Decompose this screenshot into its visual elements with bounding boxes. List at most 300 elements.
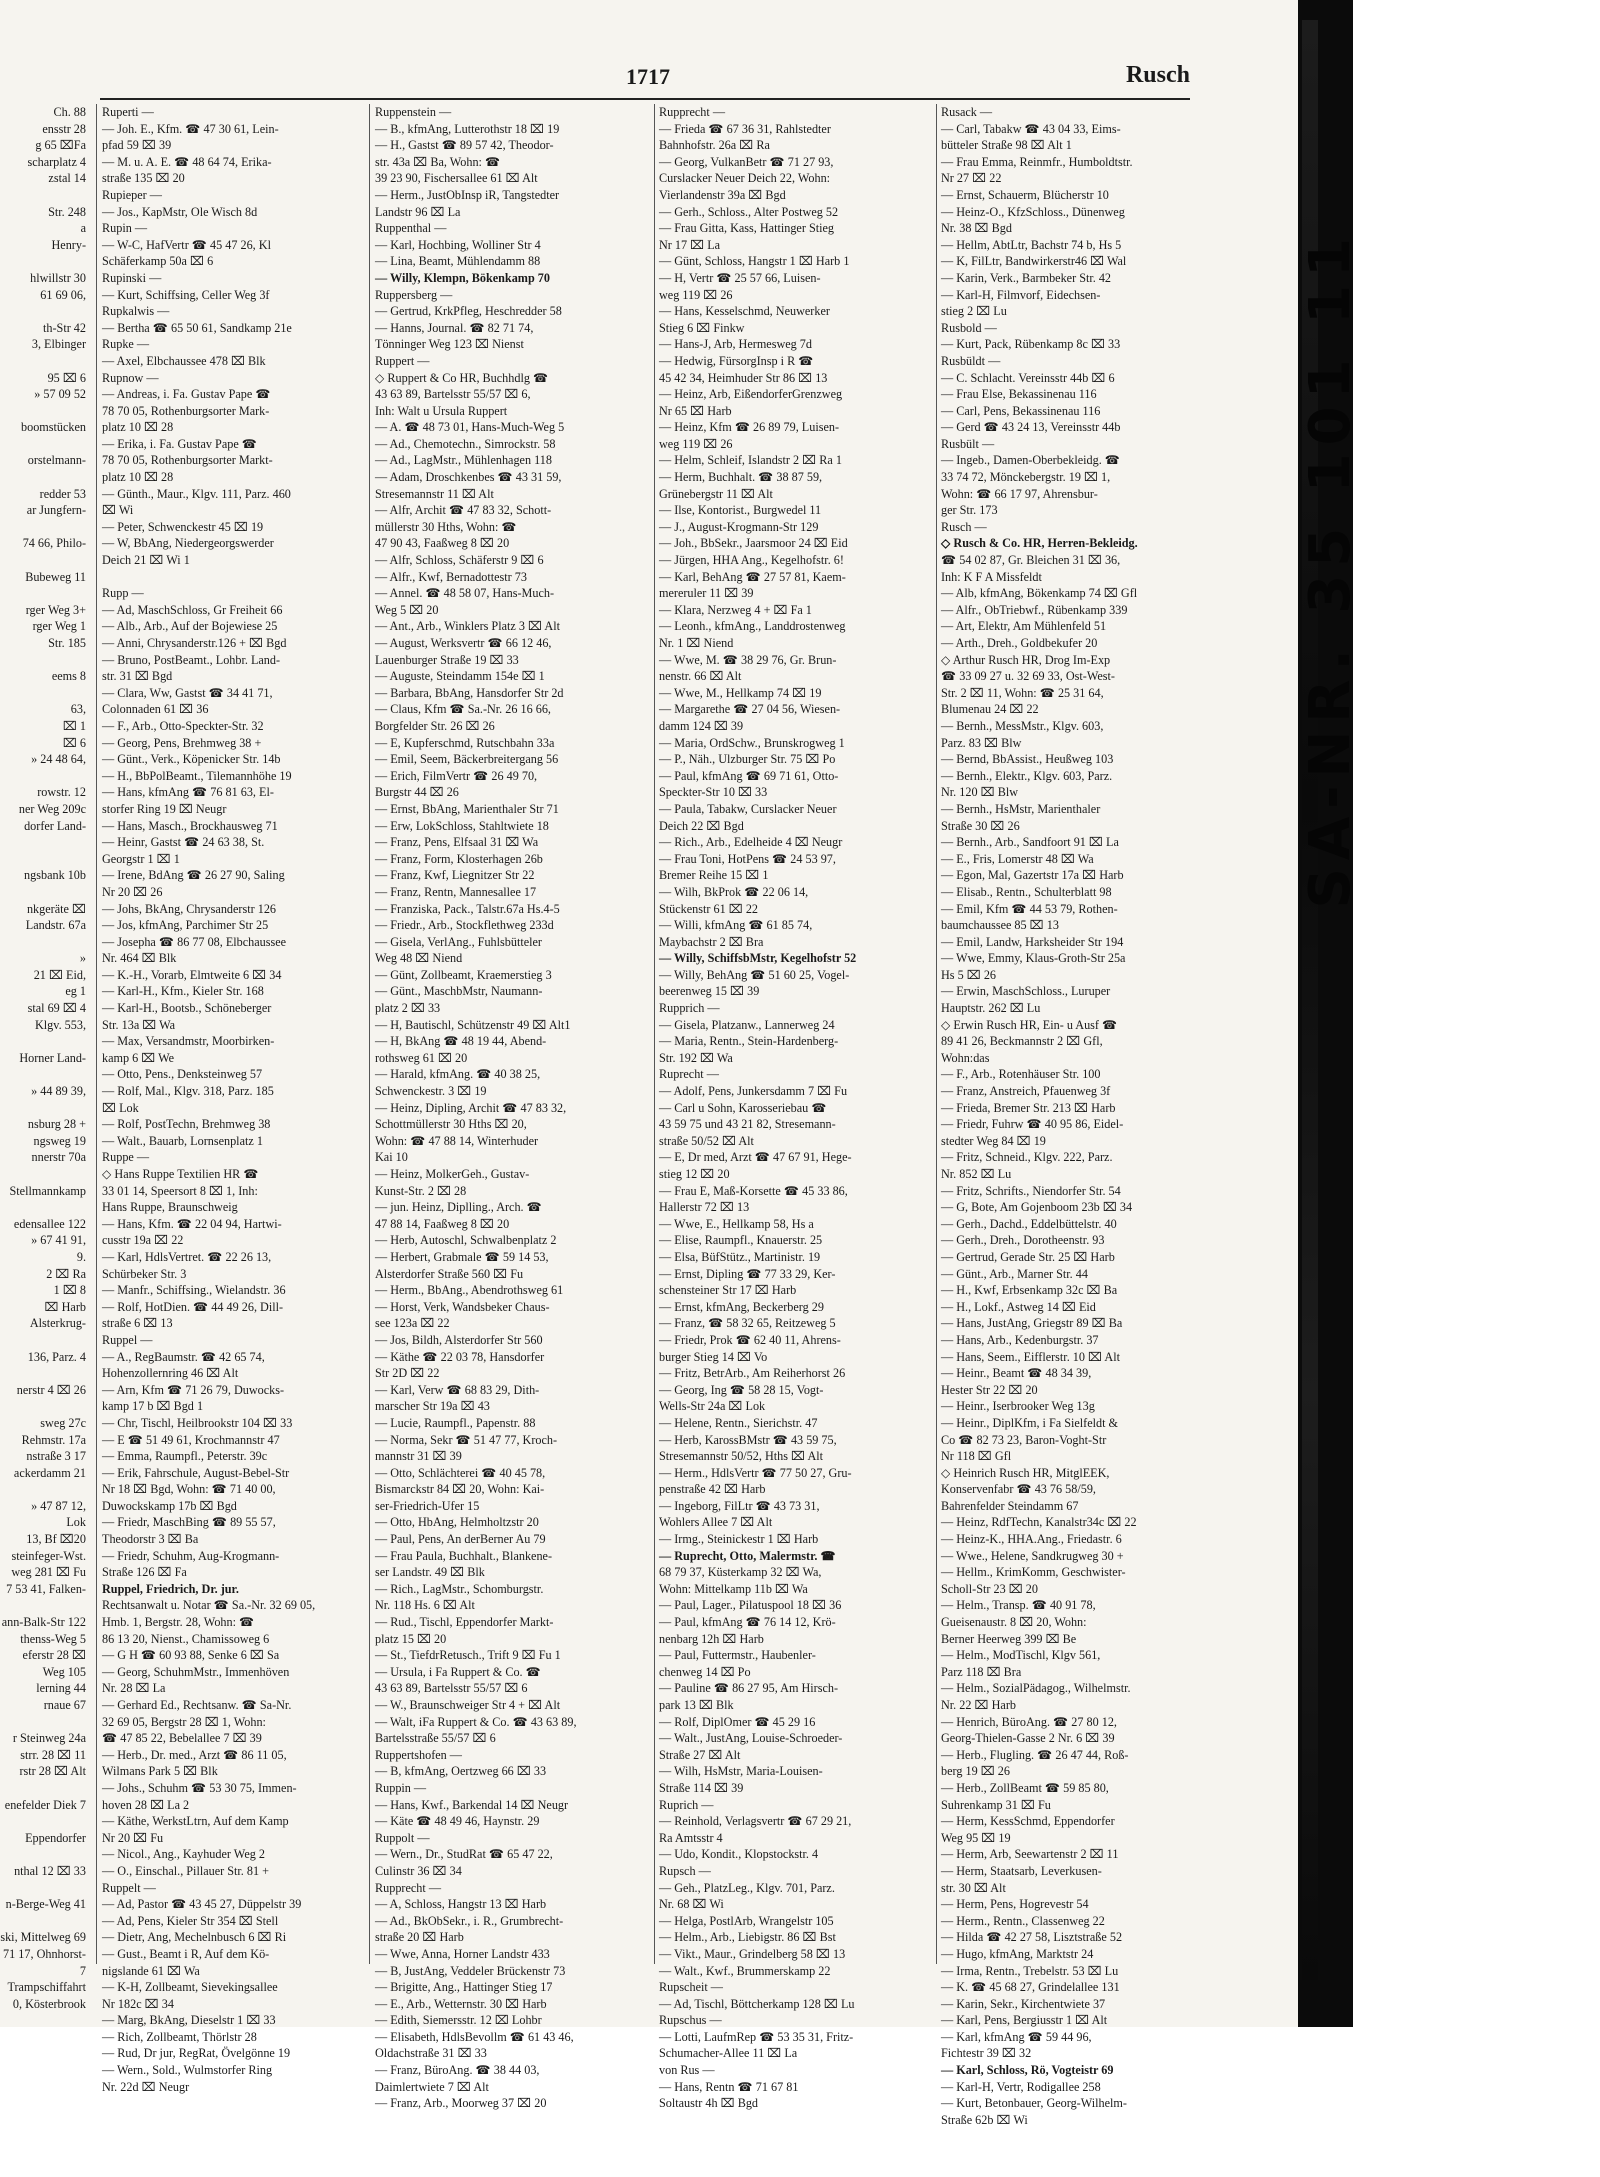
- directory-line: stedter Weg 84 ⌧ 19: [941, 1133, 1046, 1148]
- directory-line: Rusbold —: [941, 320, 997, 335]
- directory-line: Rupprecht —: [375, 1880, 442, 1895]
- directory-line: — Karl, Pens, Bergiusstr 1 ⌧ Alt: [941, 2013, 1108, 2028]
- directory-line: — Egon, Mal, Gazertstr 17a ⌧ Harb: [941, 868, 1124, 883]
- directory-line: — Friedr, Fuhrw ☎ 40 95 86, Eidel-: [941, 1117, 1124, 1132]
- directory-line: — Emil, Landw, Harksheider Str 194: [941, 934, 1124, 949]
- directory-line: [0, 1780, 90, 1797]
- directory-line: [0, 685, 90, 702]
- column-left-fragment: [0, 104, 90, 2011]
- directory-line: 61 69 06,: [40, 287, 86, 302]
- directory-line: — Lucie, Raumpfl., Papenstr. 88: [375, 1415, 536, 1430]
- directory-line: Str 2D ⌧ 22: [375, 1366, 440, 1381]
- directory-line: Ruprich —: [659, 1797, 714, 1812]
- directory-line: — Günt, Zollbeamt, Kraemerstieg 3: [375, 967, 552, 982]
- directory-line: — Udo, Kondit., Klopstockstr. 4: [659, 1847, 819, 1862]
- directory-line: Bahnhofstr. 26a ⌧ Ra: [659, 138, 770, 153]
- directory-line: — Wwe, Emmy, Klaus-Groth-Str 25a: [941, 951, 1126, 966]
- directory-line: — Bernh., MessMstr., Klgv. 603,: [941, 718, 1104, 733]
- directory-line: — Wwe., Helene, Sandkrugweg 30 +: [941, 1548, 1124, 1563]
- directory-line: — Wern., Dr., StudRat ☎ 65 47 22,: [375, 1847, 553, 1862]
- directory-line: [0, 1398, 90, 1415]
- directory-line: [0, 1813, 90, 1830]
- directory-line: ☎ 33 09 27 u. 32 69 33, Ost-West-: [941, 669, 1115, 684]
- directory-line: — Erik, Fahrschule, August-Bebel-Str: [102, 1465, 290, 1480]
- directory-line: lerning 44: [36, 1681, 86, 1696]
- directory-line: — A., RegBaumstr. ☎ 42 65 74,: [102, 1349, 265, 1364]
- directory-line: weg 281 ⌧ Fu: [11, 1565, 86, 1580]
- directory-line: Tönninger Weg 123 ⌧ Nienst: [375, 337, 524, 352]
- directory-line: nthal 12 ⌧ 33: [14, 1863, 86, 1878]
- directory-line: schensteiner Str 17 ⌧ Harb: [659, 1283, 797, 1298]
- directory-line: Ruppelt —: [102, 1880, 156, 1895]
- directory-line: — P., Näh., Ulzburger Str. 75 ⌧ Po: [659, 752, 836, 767]
- directory-line: — Rolf, Mal., Klgv. 318, Parz. 185: [102, 1084, 274, 1099]
- directory-line: ser Landstr. 49 ⌧ Blk: [375, 1565, 485, 1580]
- directory-line: [0, 469, 90, 486]
- directory-line: Colonnaden 61 ⌧ 36: [102, 702, 209, 717]
- directory-line: — Wwe, M. ☎ 38 29 76, Gr. Brun-: [659, 652, 837, 667]
- directory-line: — Ernst, BbAng, Marienthaler Str 71: [375, 801, 559, 816]
- directory-line: 47 88 14, Faaßweg 8 ⌧ 20: [375, 1216, 510, 1231]
- directory-line: Str. 13a ⌧ Wa: [102, 1017, 176, 1032]
- directory-line: — Hans, Rentn ☎ 71 67 81: [659, 2079, 799, 2094]
- directory-line: ◇ Erwin Rusch HR, Ein- u Ausf ☎: [941, 1017, 1118, 1032]
- directory-line: Rupprich —: [659, 1001, 720, 1016]
- directory-line: — Fritz, Schneid., Klgv. 222, Parz.: [941, 1150, 1113, 1165]
- directory-line: Nr 20 ⌧ 26: [102, 884, 163, 899]
- directory-line: ⌧ Wi: [102, 503, 134, 518]
- directory-line: — Hanns, Journal. ☎ 82 71 74,: [375, 320, 534, 335]
- directory-line: — Harald, kfmAng. ☎ 40 38 25,: [375, 1067, 541, 1082]
- directory-line: — Ant., Arb., Winklers Platz 3 ⌧ Alt: [375, 619, 560, 634]
- directory-line: Rupp —: [102, 586, 144, 601]
- directory-line: Straße 114 ⌧ 39: [659, 1780, 744, 1795]
- directory-line: — E, Dr med, Arzt ☎ 47 67 91, Hege-: [659, 1150, 852, 1165]
- directory-line: — Heinz-K., HHA.Ang., Friedastr. 6: [941, 1532, 1122, 1547]
- directory-line: — Herm, KessSchmd, Eppendorfer: [941, 1814, 1115, 1829]
- directory-line: Ruppenthal —: [375, 221, 447, 236]
- directory-line: Lok: [66, 1515, 86, 1530]
- directory-line: [0, 1199, 90, 1216]
- directory-line: — Lina, Beamt, Mühlendamm 88: [375, 254, 541, 269]
- directory-line: — Karl-H, Filmvorf, Eidechsen-: [941, 287, 1101, 302]
- directory-line: — Herb., ZollBeamt ☎ 59 85 80,: [941, 1780, 1109, 1795]
- directory-line: » 44 89 39,: [31, 1084, 86, 1099]
- directory-line: — Irma, Rentn., Trebelstr. 53 ⌧ Lu: [941, 1963, 1119, 1978]
- directory-line: — Reinhold, Verlagsvertr ☎ 67 29 21,: [659, 1814, 852, 1829]
- directory-line: — Art, Elektr, Am Mühlenfeld 51: [941, 619, 1107, 634]
- directory-line: — Barbara, BbAng, Hansdorfer Str 2d: [375, 685, 564, 700]
- directory-line: — Willy, BehAng ☎ 51 60 25, Vogel-: [659, 967, 850, 982]
- directory-line: weg 119 ⌧ 26: [659, 287, 733, 302]
- directory-line: Wohn: ☎ 66 17 97, Ahrensbur-: [941, 486, 1098, 501]
- directory-line: — Manfr., Schiffsing., Wielandstr. 36: [102, 1283, 286, 1298]
- directory-line: — J., August-Krogmann-Str 129: [659, 519, 819, 534]
- directory-line: — Pauline ☎ 86 27 95, Am Hirsch-: [659, 1681, 839, 1696]
- directory-line: rnaue 67: [43, 1698, 86, 1712]
- directory-line: — Herm., HdlsVertr ☎ 77 50 27, Gru-: [659, 1465, 852, 1480]
- directory-line: — Hans, kfmAng ☎ 76 81 63, El-: [102, 785, 274, 800]
- directory-line: — Ingeb., Damen-Oberbekleidg. ☎: [941, 453, 1120, 468]
- directory-line: — Heinr, Gastst ☎ 24 63 38, St.: [102, 835, 265, 850]
- directory-line: — Bernh., Arb., Sandfoort 91 ⌧ La: [941, 835, 1119, 850]
- directory-line: — Auguste, Steindamm 154e ⌧ 1: [375, 669, 545, 684]
- directory-line: — Walt., JustAng, Louise-Schroeder-: [659, 1731, 843, 1746]
- directory-line: cusstr 19a ⌧ 22: [102, 1233, 184, 1248]
- directory-line: — Annel. ☎ 48 58 07, Hans-Much-: [375, 586, 555, 601]
- directory-line: [0, 187, 90, 204]
- directory-line: ⌧ 6: [62, 735, 86, 750]
- directory-line: Weg 95 ⌧ 19: [941, 1830, 1011, 1845]
- directory-line: nenbarg 12h ⌧ Harb: [659, 1631, 764, 1646]
- directory-line: — Arth., Dreh., Goldbekufer 20: [941, 636, 1098, 650]
- directory-line: — W., Braunschweiger Str 4 + ⌧ Alt: [375, 1698, 561, 1712]
- directory-line: — E ☎ 51 49 61, Krochmannstr 47: [102, 1432, 280, 1447]
- directory-line: r Steinweg 24a: [12, 1731, 86, 1746]
- directory-line: — Heinz, RdfTechn, Kanalstr34c ⌧ 22: [941, 1515, 1137, 1530]
- directory-line: — Helene, Rentn., Sierichstr. 47: [659, 1415, 818, 1430]
- directory-line: — Willi, kfmAng ☎ 61 85 74,: [659, 918, 813, 933]
- column-divider: [936, 104, 937, 1964]
- directory-line: — Arn, Kfm ☎ 71 26 79, Duwocks-: [102, 1382, 285, 1397]
- directory-line: — E, Kupferschmd, Rutschbahn 33a: [375, 735, 555, 750]
- directory-line: — Andreas, i. Fa. Gustav Pape ☎: [102, 387, 271, 402]
- column-3: [659, 104, 932, 2111]
- directory-line: Burgstr 44 ⌧ 26: [375, 785, 459, 800]
- directory-line: — Ad., Chemotechn., Simrockstr. 58: [375, 436, 556, 451]
- directory-line: — Adolf, Pens, Junkersdamm 7 ⌧ Fu: [659, 1084, 848, 1099]
- directory-line: Gueisenaustr. 8 ⌧ 20, Wohn:: [941, 1615, 1087, 1630]
- directory-line: Oldachstraße 31 ⌧ 33: [375, 2046, 487, 2061]
- directory-line: Inh: K F A Missfeldt: [941, 569, 1042, 584]
- directory-line: th-Str 42: [43, 320, 86, 335]
- directory-line: — Herbert, Grabmale ☎ 59 14 53,: [375, 1249, 549, 1264]
- directory-line: — Franz, Kwf, Liegnitzer Str 22: [375, 868, 535, 883]
- directory-line: — Karl, HdlsVertret. ☎ 22 26 13,: [102, 1249, 272, 1264]
- directory-line: — Gisela, Platzanw., Lannerweg 24: [659, 1017, 835, 1032]
- directory-line: Nr. 1 ⌧ Niend: [659, 636, 734, 650]
- directory-line: — Hans, Kfm. ☎ 22 04 94, Hartwi-: [102, 1216, 282, 1231]
- directory-line: — Helga, PostlArb, Wrangelstr 105: [659, 1913, 834, 1928]
- directory-line: — Frau Emma, Reinmfr., Humboldtstr.: [941, 154, 1133, 169]
- directory-line: 7: [79, 1963, 86, 1978]
- directory-line: — Frau Paula, Buchhalt., Blankene-: [375, 1548, 553, 1563]
- directory-line: — Maria, Rentn., Stein-Hardenberg-: [659, 1034, 839, 1049]
- directory-line: — Erika, i. Fa. Gustav Pape ☎: [102, 436, 257, 451]
- directory-line: Duwockskamp 17b ⌧ Bgd: [102, 1498, 237, 1513]
- directory-line: — Gerd ☎ 43 24 13, Vereinsstr 44b: [941, 420, 1121, 435]
- directory-line: — Carl, Pens, Bekassinenau 116: [941, 403, 1101, 418]
- directory-line: — Günt, Schloss, Hangstr 1 ⌧ Harb 1: [659, 254, 850, 269]
- directory-line: — Helm., ModTischl, Klgv 561,: [941, 1648, 1101, 1663]
- directory-line: 1 ⌧ 8: [53, 1283, 86, 1298]
- directory-line: — Karl, BehAng ☎ 27 57 81, Kaem-: [659, 569, 846, 584]
- directory-line: — Karl, Schloss, Rö, Vogteistr 69: [941, 2063, 1114, 2078]
- directory-line: »: [79, 951, 86, 966]
- directory-line: — Klara, Nerzweg 4 + ⌧ Fa 1: [659, 602, 812, 617]
- directory-line: scharplatz 4: [27, 154, 86, 169]
- directory-line: eg 1: [65, 984, 86, 999]
- directory-line: — Heinz, Kfm ☎ 26 89 79, Luisen-: [659, 420, 840, 435]
- column-divider: [96, 104, 97, 1964]
- directory-line: [0, 353, 90, 370]
- directory-line: 136, Parz. 4: [27, 1349, 86, 1364]
- directory-line: — Alfr, Schloss, Schäferstr 9 ⌧ 6: [375, 553, 544, 568]
- directory-line: — Alfr, Archit ☎ 47 83 32, Schott-: [375, 503, 552, 518]
- directory-line: — Carl u Sohn, Karosseriebau ☎: [659, 1100, 827, 1115]
- directory-line: n-Berge-Weg 41: [5, 1897, 86, 1912]
- directory-line: Horner Land-: [19, 1050, 86, 1065]
- directory-line: — Günth., Maur., Klgv. 111, Parz. 460: [102, 486, 291, 501]
- directory-line: — Paula, Tabakw, Curslacker Neuer: [659, 801, 837, 816]
- directory-line: Kai 10: [375, 1150, 408, 1165]
- directory-line: — Herm., JustObInsp iR, Tangstedter: [375, 187, 560, 202]
- directory-line: — Hedwig, FürsorgInsp i R ☎: [659, 353, 814, 368]
- directory-line: — Fritz, Schrifts., Niendorfer Str. 54: [941, 1183, 1121, 1198]
- directory-line: ner Weg 209c: [18, 801, 86, 816]
- directory-line: Ruppenstein —: [375, 105, 452, 119]
- directory-line: — Adam, Droschkenbes ☎ 43 31 59,: [375, 470, 562, 485]
- directory-line: Nr 182c ⌧ 34: [102, 1996, 174, 2011]
- directory-line: ☎ 47 85 22, Bebelallee 7 ⌧ 39: [102, 1731, 262, 1746]
- directory-line: [0, 253, 90, 270]
- directory-line: — Georg, VulkanBetr ☎ 71 27 93,: [659, 154, 834, 169]
- directory-line: — Brigitte, Ang., Hattinger Stieg 17: [375, 1980, 553, 1995]
- directory-line: — G, Bote, Am Gojenboom 23b ⌧ 34: [941, 1200, 1133, 1215]
- column-2: [375, 104, 651, 2111]
- directory-line: — Ingeborg, FilLtr ☎ 43 73 31,: [659, 1498, 820, 1513]
- directory-line: — Käthe ☎ 22 03 78, Hansdorfer: [375, 1349, 545, 1364]
- directory-line: — H, BkAng ☎ 48 19 44, Abend-: [375, 1034, 547, 1049]
- directory-line: — Rich., Arb., Edelheide 4 ⌧ Neugr: [659, 835, 843, 850]
- directory-line: von Rus —: [659, 2063, 715, 2078]
- directory-line: Nr 118 ⌧ Gfl: [941, 1449, 1012, 1464]
- directory-line: nkgeräte ⌧: [26, 901, 86, 916]
- directory-line: Ruppolt —: [375, 1830, 430, 1845]
- directory-line: — Friedr, Schuhm, Aug-Krogmann-: [102, 1548, 280, 1563]
- directory-line: — Franziska, Pack., Talstr.67a Hs.4-5: [375, 901, 560, 916]
- directory-line: storfer Ring 19 ⌧ Neugr: [102, 801, 227, 816]
- directory-line: stal 69 ⌧ 4: [27, 1001, 86, 1016]
- directory-line: — K, FilLtr, Bandwirkerstr46 ⌧ Wal: [941, 254, 1127, 269]
- directory-line: — Karl-H, Vertr, Rodigallee 258: [941, 2079, 1101, 2094]
- page-number: 1717: [626, 64, 670, 89]
- directory-line: 95 ⌧ 6: [47, 370, 86, 385]
- running-head: Rusch: [1125, 62, 1190, 88]
- directory-line: Str. 248: [48, 204, 86, 219]
- directory-line: 43 59 75 und 43 21 82, Stresemann-: [659, 1117, 836, 1132]
- directory-line: Nr 17 ⌧ La: [659, 237, 721, 252]
- directory-line: Rehmstr. 17a: [21, 1432, 86, 1447]
- directory-line: Wohlers Allee 7 ⌧ Alt: [659, 1515, 773, 1530]
- directory-line: Nr. 68 ⌧ Wi: [659, 1897, 724, 1912]
- edge-stamp-text: SA-NR. 35 101 11: [1298, 230, 1363, 909]
- directory-line: rger Weg 1: [32, 619, 86, 634]
- directory-line: — H., Lokf., Astweg 14 ⌧ Eid: [941, 1299, 1096, 1314]
- directory-line: — Ernst, Schauerm, Blücherstr 10: [941, 187, 1109, 202]
- directory-line: pfad 59 ⌧ 39: [102, 138, 172, 153]
- directory-line: Culinstr 36 ⌧ 34: [375, 1863, 462, 1878]
- directory-line: — Frau Else, Bekassinenau 116: [941, 387, 1097, 402]
- directory-line: ar Jungfern-: [26, 503, 86, 518]
- directory-line: — Otto, HbAng, Helmholtzstr 20: [375, 1515, 539, 1530]
- directory-line: ◇ Rusch & Co. HR, Herren-Bekleidg.: [941, 536, 1138, 551]
- directory-line: Nr. 118 Hs. 6 ⌧ Alt: [375, 1598, 475, 1613]
- directory-line: straße 50/52 ⌧ Alt: [659, 1133, 754, 1148]
- directory-line: — H., Gastst ☎ 89 57 42, Theodor-: [375, 138, 554, 153]
- directory-line: 86 13 20, Nienst., Chamissoweg 6: [102, 1631, 270, 1646]
- directory-line: Co ☎ 82 73 23, Baron-Voght-Str: [941, 1432, 1107, 1447]
- directory-line: — Hans, Kesselschmd, Neuwerker: [659, 304, 830, 319]
- directory-line: 68 79 37, Küsterkamp 32 ⌧ Wa,: [659, 1565, 822, 1580]
- directory-line: — Bertha ☎ 65 50 61, Sandkamp 21e: [102, 320, 292, 335]
- directory-line: — Ursula, i Fa Ruppert & Co. ☎: [375, 1664, 541, 1679]
- directory-line: Stieg 6 ⌧ Finkw: [659, 320, 745, 335]
- directory-line: 33 74 72, Mönckebergstr. 19 ⌧ 1,: [941, 470, 1111, 485]
- directory-line: — Maria, OrdSchw., Brunskrogweg 1: [659, 735, 845, 750]
- directory-line: — Walt., Bauarb, Lornsenplatz 1: [102, 1133, 263, 1148]
- directory-line: — Lotti, LaufmRep ☎ 53 35 31, Fritz-: [659, 2029, 854, 2044]
- directory-line: — Irmg., Steinickestr 1 ⌧ Harb: [659, 1532, 819, 1547]
- directory-line: 13, Bf ⌧20: [26, 1532, 86, 1547]
- directory-line: ⌧ Harb: [44, 1299, 86, 1314]
- directory-line: str. 30 ⌧ Alt: [941, 1880, 1006, 1895]
- header-rule: [100, 98, 1190, 100]
- directory-line: [0, 303, 90, 320]
- directory-line: boomstücken: [21, 420, 86, 435]
- directory-line: ser-Friedrich-Ufer 15: [375, 1498, 480, 1513]
- directory-line: Hohenzollernring 46 ⌧ Alt: [102, 1366, 239, 1381]
- directory-line: Fichtestr 39 ⌧ 32: [941, 2046, 1032, 2061]
- directory-line: — Bernh., HsMstr, Marienthaler: [941, 801, 1101, 816]
- directory-line: — Ilse, Kontorist., Burgwedel 11: [659, 503, 822, 518]
- directory-line: str. 31 ⌧ Bgd: [102, 669, 173, 684]
- directory-line: — Wern., Sold., Wulmstorfer Ring: [102, 2063, 273, 2078]
- directory-line: — Jos., KapMstr, Ole Wisch 8d: [102, 204, 258, 219]
- directory-line: — Paul, Pens, An derBerner Au 79: [375, 1532, 546, 1547]
- directory-line: enefelder Diek 7: [4, 1797, 86, 1812]
- directory-line: Bismarckstr 84 ⌧ 20, Wohn: Kai-: [375, 1482, 545, 1497]
- directory-line: — C. Schlacht. Vereinsstr 44b ⌧ 6: [941, 370, 1115, 385]
- directory-line: — Irene, BdAng ☎ 26 27 90, Saling: [102, 868, 285, 883]
- directory-line: Hs 5 ⌧ 26: [941, 967, 997, 982]
- directory-line: 33 01 14, Speersort 8 ⌧ 1, Inh:: [102, 1183, 258, 1198]
- directory-line: — Chr, Tischl, Heilbrookstr 104 ⌧ 33: [102, 1415, 293, 1430]
- directory-line: — Ruprecht, Otto, Malermstr. ☎: [659, 1548, 836, 1563]
- directory-line: nigslande 61 ⌧ Wa: [102, 1963, 200, 1978]
- directory-line: straße 6 ⌧ 13: [102, 1316, 173, 1331]
- directory-line: — Günt., Verk., Köpenicker Str. 14b: [102, 752, 281, 767]
- directory-line: — Paul, kfmAng ☎ 69 71 61, Otto-: [659, 768, 839, 783]
- directory-line: str. 43a ⌧ Ba, Wohn: ☎: [375, 154, 501, 169]
- directory-line: — Wwe, Anna, Horner Landstr 433: [375, 1946, 550, 1961]
- directory-line: Rupke —: [102, 337, 150, 352]
- directory-line: ensstr 28: [42, 121, 86, 136]
- directory-line: a: [80, 221, 86, 236]
- directory-line: Nr. 852 ⌧ Lu: [941, 1167, 1012, 1181]
- directory-line: — Ad., BkObSekr., i. R., Grumbrecht-: [375, 1913, 564, 1928]
- directory-line: Alsterkrug-: [29, 1316, 86, 1331]
- directory-line: 78 70 05, Rothenburgsorter Markt-: [102, 453, 273, 468]
- directory-line: — Elsa, BüfStütz., Martinistr. 19: [659, 1249, 821, 1264]
- directory-line: Str. 185: [48, 636, 86, 650]
- directory-line: eferstr 28 ⌧: [22, 1648, 86, 1663]
- directory-line: ngsweg 19: [33, 1133, 86, 1148]
- directory-line: Maybachstr 2 ⌧ Bra: [659, 934, 764, 949]
- directory-line: — Henrich, BüroAng. ☎ 27 80 12,: [941, 1714, 1117, 1729]
- directory-line: berg 19 ⌧ 26: [941, 1764, 1010, 1779]
- directory-line: — Emma, Raumpfl., Peterstr. 39c: [102, 1449, 268, 1464]
- directory-line: [0, 1100, 90, 1117]
- directory-line: Wells-Str 24a ⌧ Lok: [659, 1399, 766, 1414]
- directory-line: — Hans, Arb., Kedenburgstr. 37: [941, 1332, 1099, 1347]
- directory-line: 0, Kösterbrook: [12, 1996, 86, 2011]
- directory-line: [0, 1365, 90, 1382]
- directory-line: — M. u. A. E. ☎ 48 64 74, Erika-: [102, 154, 272, 169]
- directory-line: — Rud., Tischl, Eppendorfer Markt-: [375, 1615, 554, 1630]
- directory-line: Str. 192 ⌧ Wa: [659, 1050, 733, 1065]
- directory-line: — Anni, Chrysanderstr.126 + ⌧ Bgd: [102, 636, 287, 650]
- directory-line: — Helm., Transp. ☎ 40 91 78,: [941, 1598, 1096, 1613]
- directory-line: Ruppert —: [375, 353, 430, 368]
- directory-line: — Joh. E., Kfm. ☎ 47 30 61, Lein-: [102, 121, 279, 136]
- directory-line: mannstr 31 ⌧ 39: [375, 1449, 462, 1464]
- directory-line: nenstr. 66 ⌧ Alt: [659, 669, 742, 684]
- directory-line: — Herm, Pens, Hogrevestr 54: [941, 1897, 1089, 1912]
- directory-line: — Heinr., DiplKfm, i Fa Sielfeldt &: [941, 1415, 1119, 1430]
- directory-line: stieg 12 ⌧ 20: [659, 1167, 730, 1181]
- directory-line: Wilmans Park 5 ⌧ Blk: [102, 1764, 218, 1779]
- directory-line: — Ad, Pens, Kieler Str 354 ⌧ Stell: [102, 1913, 279, 1928]
- directory-line: 39 23 90, Fischersallee 61 ⌧ Alt: [375, 171, 538, 186]
- directory-line: Landstr 96 ⌧ La: [375, 204, 461, 219]
- directory-line: — Erwin, MaschSchloss., Luruper: [941, 984, 1111, 999]
- directory-line: penstraße 42 ⌧ Harb: [659, 1482, 766, 1497]
- directory-line: — Jos, Bildh, Alsterdorfer Str 560: [375, 1332, 543, 1347]
- directory-line: Weg 48 ⌧ Niend: [375, 951, 463, 966]
- directory-line: — Georg, Pens, Brehmweg 38 +: [102, 735, 262, 750]
- directory-line: — K-H, Zollbeamt, Sievekingsallee: [102, 1980, 278, 1995]
- directory-line: — Joh., BbSekr., Jaarsmoor 24 ⌧ Eid: [659, 536, 848, 551]
- directory-line: redder 53: [39, 486, 86, 501]
- directory-line: — Carl, Tabakw ☎ 43 04 33, Eims-: [941, 121, 1121, 136]
- directory-line: ski, Mittelweg 69: [0, 1930, 86, 1945]
- directory-line: müllerstr 30 Hths, Wohn: ☎: [375, 519, 517, 534]
- directory-line: — Norma, Sekr ☎ 51 47 77, Kroch-: [375, 1432, 558, 1447]
- directory-line: — Axel, Elbchaussee 478 ⌧ Blk: [102, 353, 266, 368]
- directory-line: Wohn:das: [941, 1050, 990, 1065]
- directory-line: — Herm., Rentn., Classenweg 22: [941, 1913, 1105, 1928]
- column-divider: [369, 104, 370, 1964]
- directory-line: — Ernst, Dipling ☎ 77 33 29, Ker-: [659, 1266, 836, 1281]
- directory-line: [0, 768, 90, 785]
- directory-line: [0, 1033, 90, 1050]
- directory-line: Ruppertshofen —: [375, 1747, 462, 1762]
- directory-line: Inh: Walt u Ursula Ruppert: [375, 403, 508, 418]
- directory-line: — Heinz, MolkerGeh., Gustav-: [375, 1167, 530, 1181]
- directory-line: — Heinz, Dipling, Archit ☎ 47 83 32,: [375, 1100, 567, 1115]
- directory-line: Nr 18 ⌧ Bgd, Wohn: ☎ 71 40 00,: [102, 1482, 276, 1497]
- directory-line: g 65 ⌧Fa: [35, 138, 86, 153]
- directory-line: — Günt., Arb., Marner Str. 44: [941, 1266, 1088, 1281]
- directory-line: Hauptstr. 262 ⌧ Lu: [941, 1001, 1041, 1016]
- directory-line: 43 63 89, Bartelsstr 55/57 ⌧ 6,: [375, 387, 531, 402]
- directory-line: — Alb., Arb., Auf der Bojewiese 25: [102, 619, 278, 634]
- directory-line: chenweg 14 ⌧ Po: [659, 1664, 751, 1679]
- directory-line: — A. ☎ 48 73 01, Hans-Much-Weg 5: [375, 420, 565, 435]
- directory-line: Ruprecht —: [659, 1067, 719, 1082]
- directory-line: ⌧ 1: [62, 718, 86, 733]
